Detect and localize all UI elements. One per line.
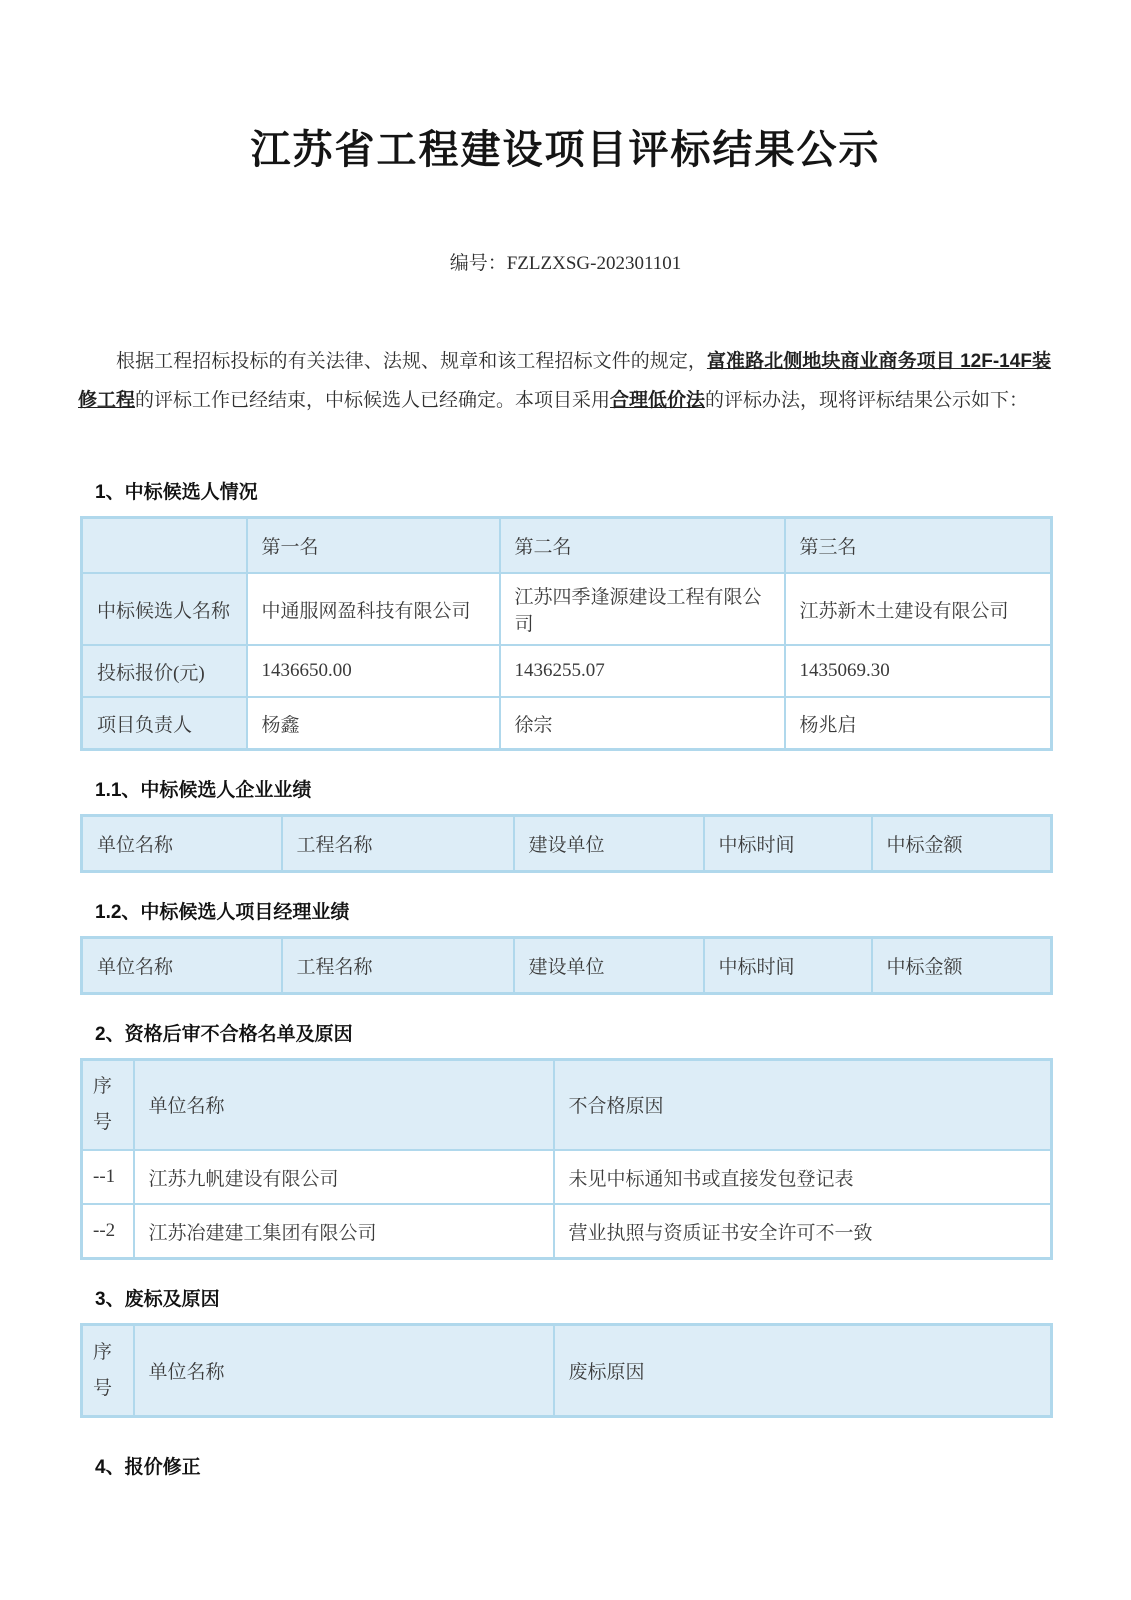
candidate-3-manager: 杨兆启 — [785, 697, 1052, 749]
col-header-company: 单位名称 — [82, 815, 282, 871]
section-1-1-heading: 1.1、中标候选人企业业绩 — [95, 779, 312, 801]
candidate-2-manager: 徐宗 — [500, 697, 785, 749]
section-1-2-heading: 1.2、中标候选人项目经理业绩 — [95, 901, 350, 923]
rank-1-header: 第一名 — [247, 517, 500, 573]
row-label: 中标候选人名称 — [82, 573, 247, 645]
candidate-1-price: 1436650.00 — [247, 645, 500, 697]
col-header-award-amount: 中标金额 — [872, 815, 1052, 871]
col-header-award-time: 中标时间 — [704, 815, 872, 871]
candidates-header-row — [82, 517, 1052, 573]
candidate-name-row — [82, 573, 1052, 645]
corner-cell — [82, 517, 247, 573]
section-3-heading: 3、废标及原因 — [95, 1289, 220, 1311]
section-1-heading: 1、中标候选人情况 — [95, 481, 258, 503]
rejected-bids-table — [80, 1323, 1053, 1418]
enterprise-performance-header-row — [82, 815, 1052, 871]
rank-3-header: 第三名 — [785, 517, 1052, 573]
manager-performance-header-row — [82, 937, 1052, 993]
col-header-award-amount: 中标金额 — [872, 937, 1052, 993]
document-number: 编号：FZLZXSG-202301101 — [449, 253, 682, 274]
disqualified-row-2 — [82, 1204, 1052, 1259]
bid-price-row — [82, 645, 1052, 697]
intro-text-2: 的评标工作已经结束，中标候选人已经确定。本项目采用 — [135, 389, 611, 411]
evaluation-method-highlight: 合理低价法 — [610, 389, 706, 411]
candidate-3-price: 1435069.30 — [785, 645, 1052, 697]
row-label: 项目负责人 — [82, 697, 247, 749]
seq-number: --1 — [82, 1150, 134, 1204]
project-manager-row — [82, 697, 1052, 749]
section-4-heading: 4、报价修正 — [95, 1457, 201, 1479]
page-title: 江苏省工程建设项目评标结果公示 — [250, 127, 881, 172]
col-header-reason: 不合格原因 — [554, 1059, 1052, 1150]
col-header-company: 单位名称 — [134, 1059, 554, 1150]
seq-number: --2 — [82, 1204, 134, 1259]
disqualified-header-row — [82, 1059, 1052, 1150]
disqualify-reason: 未见中标通知书或直接发包登记表 — [554, 1150, 1052, 1204]
col-header-project: 工程名称 — [282, 815, 514, 871]
col-header-owner: 建设单位 — [514, 815, 704, 871]
row-label: 投标报价(元) — [82, 645, 247, 697]
candidate-2-price: 1436255.07 — [500, 645, 785, 697]
project-name-highlight: 富准路北侧地块商业商务项目 12F-14F装修工程 — [78, 351, 1051, 411]
company-name: 江苏冶建建工集团有限公司 — [134, 1204, 554, 1259]
disqualify-reason: 营业执照与资质证书安全许可不一致 — [554, 1204, 1052, 1259]
candidate-1-manager: 杨鑫 — [247, 697, 500, 749]
enterprise-performance-table — [80, 814, 1053, 873]
intro-text-3: 的评标办法，现将评标结果公示如下： — [705, 389, 1029, 411]
col-header-company: 单位名称 — [82, 937, 282, 993]
col-header-award-time: 中标时间 — [704, 937, 872, 993]
col-header-seq: 序号 — [82, 1325, 134, 1417]
disqualified-row-1 — [82, 1150, 1052, 1204]
candidate-3-name: 江苏新木土建设有限公司 — [785, 573, 1052, 645]
col-header-reason: 废标原因 — [554, 1325, 1052, 1417]
intro-paragraph — [78, 343, 1051, 421]
intro-text-1: 根据工程招标投标的有关法律、法规、规章和该工程招标文件的规定， — [116, 351, 707, 372]
manager-performance-table — [80, 936, 1053, 995]
col-header-company: 单位名称 — [134, 1325, 554, 1417]
candidates-table — [80, 516, 1053, 751]
candidate-1-name: 中通服网盈科技有限公司 — [247, 573, 500, 645]
col-header-project: 工程名称 — [282, 937, 514, 993]
rejected-bids-header-row — [82, 1325, 1052, 1417]
company-name: 江苏九帆建设有限公司 — [134, 1150, 554, 1204]
rank-2-header: 第二名 — [500, 517, 785, 573]
col-header-seq: 序号 — [82, 1059, 134, 1150]
section-2-heading: 2、资格后审不合格名单及原因 — [95, 1023, 353, 1045]
disqualified-table — [80, 1058, 1053, 1260]
col-header-owner: 建设单位 — [514, 937, 704, 993]
candidate-2-name: 江苏四季逢源建设工程有限公司 — [500, 573, 785, 645]
